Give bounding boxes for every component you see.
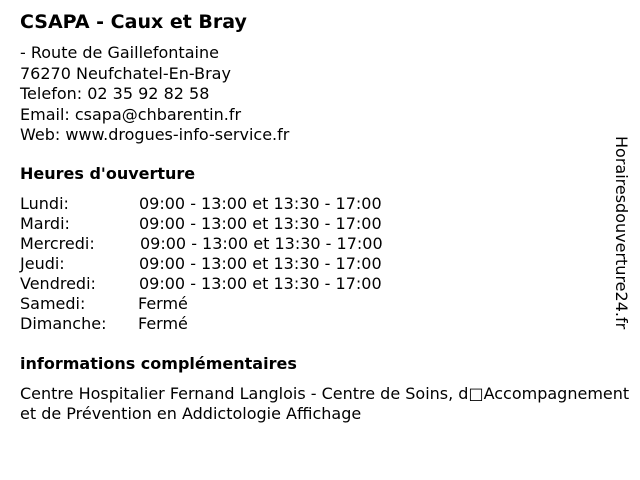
- hours-heading: Heures d'ouverture: [20, 164, 196, 183]
- time-value: 09:00 - 13:00 et 13:30 - 17:00: [139, 214, 382, 233]
- time-value: Fermé: [138, 314, 188, 333]
- day-label: Vendredi:: [20, 274, 96, 293]
- time-value: 09:00 - 13:00 et 13:30 - 17:00: [139, 194, 382, 213]
- day-label: Mardi:: [20, 214, 70, 233]
- city-line: 76270 Neufchatel-En-Bray: [20, 63, 231, 83]
- info-description: Centre Hospitalier Fernand Langlois - Centre de Soins, d□Accompagnement et de Prévention en Addictologie Affichage: [20, 384, 630, 423]
- time-value: 09:00 - 13:00 et 13:30 - 17:00: [139, 274, 382, 293]
- time-value: Fermé: [138, 294, 188, 313]
- contact-block: [20, 43, 289, 146]
- day-label: Lundi:: [20, 194, 69, 213]
- address-line: - Route de Gaillefontaine: [20, 43, 219, 62]
- day-label: Jeudi:: [20, 254, 65, 273]
- time-value: 09:00 - 13:00 et 13:30 - 17:00: [140, 234, 383, 253]
- info-heading: informations complémentaires: [20, 354, 297, 373]
- day-label: Mercredi:: [20, 234, 95, 253]
- day-label: Dimanche:: [20, 314, 107, 333]
- web-line: Web: www.drogues-info-service.fr: [20, 125, 290, 144]
- time-value: 09:00 - 13:00 et 13:30 - 17:00: [139, 254, 382, 273]
- day-label: Samedi:: [20, 294, 86, 313]
- phone-line: Telefon: 02 35 92 82 58: [20, 84, 210, 103]
- email-line: Email: csapa@chbarentin.fr: [20, 104, 242, 124]
- place-name: CSAPA - Caux et Bray: [20, 11, 247, 33]
- site-watermark: Horairesdouverture24.fr: [612, 136, 631, 330]
